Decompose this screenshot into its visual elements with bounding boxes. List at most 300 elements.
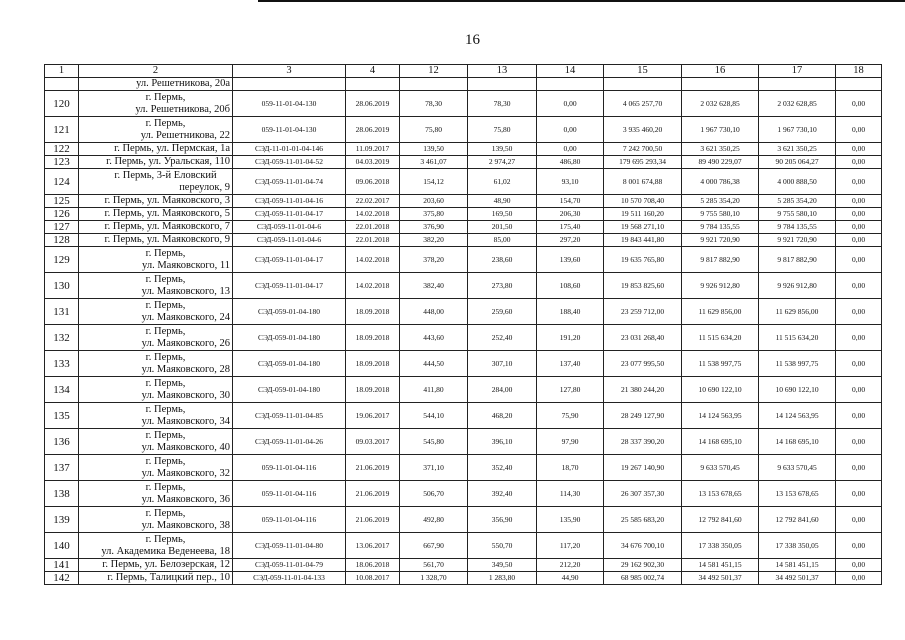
- header-cell: 13: [468, 65, 537, 78]
- value-cell: 14 581 451,15: [759, 559, 836, 572]
- header-row: [45, 65, 882, 78]
- value-cell: 14 581 451,15: [682, 559, 759, 572]
- date-cell: 14.02.2018: [346, 247, 400, 273]
- value-cell: 10 570 708,40: [604, 195, 682, 208]
- value-cell: 78,30: [400, 91, 468, 117]
- address-line: г. Пермь,: [145, 481, 186, 493]
- value-cell: 3 621 350,25: [759, 143, 836, 156]
- address-line: г. Пермь,: [145, 377, 186, 389]
- date-cell: 11.09.2017: [346, 143, 400, 156]
- row-number-cell: 120: [45, 91, 79, 117]
- document-number-cell: СЭД-059-11-01-04-133: [233, 572, 346, 585]
- value-cell: 139,50: [468, 143, 537, 156]
- value-cell: 135,90: [537, 507, 604, 533]
- value-cell: [759, 78, 836, 91]
- address-cell: [79, 507, 233, 533]
- value-cell: 75,80: [400, 117, 468, 143]
- value-cell: 9 926 912,80: [759, 273, 836, 299]
- address-line: ул. Маяковского, 38: [141, 519, 230, 531]
- address-cell: [79, 221, 233, 234]
- header-cell: 2: [79, 65, 233, 78]
- value-cell: 25 585 683,20: [604, 507, 682, 533]
- header-cell: 14: [537, 65, 604, 78]
- table-body: [45, 65, 882, 585]
- value-cell: 23 259 712,00: [604, 299, 682, 325]
- row-number-cell: 130: [45, 273, 79, 299]
- value-cell: 0,00: [836, 533, 882, 559]
- table-row: [45, 455, 882, 481]
- address-cell: [79, 156, 233, 169]
- row-number-cell: 136: [45, 429, 79, 455]
- document-number-cell: [233, 78, 346, 91]
- value-cell: 139,60: [537, 247, 604, 273]
- value-cell: 0,00: [836, 429, 882, 455]
- value-cell: 11 538 997,75: [682, 351, 759, 377]
- value-cell: 238,60: [468, 247, 537, 273]
- address-line: г. Пермь,: [145, 117, 186, 129]
- page-number: 16: [465, 32, 480, 48]
- date-cell: 22.02.2017: [346, 195, 400, 208]
- value-cell: 11 515 634,20: [759, 325, 836, 351]
- document-number-cell: СЭД-059-11-01-04-17: [233, 273, 346, 299]
- address-cell: [79, 208, 233, 221]
- value-cell: 23 031 268,40: [604, 325, 682, 351]
- value-cell: 34 492 501,37: [682, 572, 759, 585]
- date-cell: 28.06.2019: [346, 91, 400, 117]
- value-cell: 0,00: [836, 299, 882, 325]
- date-cell: 18.09.2018: [346, 351, 400, 377]
- address-cell: [79, 195, 233, 208]
- address-line: г. Пермь,: [145, 455, 186, 467]
- date-cell: [346, 78, 400, 91]
- address-cell: [79, 117, 233, 143]
- table-row: [45, 533, 882, 559]
- value-cell: 179 695 293,34: [604, 156, 682, 169]
- value-cell: 14 168 695,10: [682, 429, 759, 455]
- address-cell: [79, 78, 233, 91]
- value-cell: 284,00: [468, 377, 537, 403]
- address-line: г. Пермь, ул. Маяковского, 5: [104, 208, 230, 219]
- value-cell: 375,80: [400, 208, 468, 221]
- address-line: г. Пермь,: [145, 299, 186, 311]
- table-row: [45, 208, 882, 221]
- document-number-cell: СЭД-11-01-01-04-146: [233, 143, 346, 156]
- date-cell: 21.06.2019: [346, 507, 400, 533]
- value-cell: [604, 78, 682, 91]
- address-cell: [79, 481, 233, 507]
- value-cell: 17 338 350,05: [682, 533, 759, 559]
- value-cell: 61,02: [468, 169, 537, 195]
- value-cell: 0,00: [836, 572, 882, 585]
- row-number-cell: 131: [45, 299, 79, 325]
- value-cell: 545,80: [400, 429, 468, 455]
- row-number-cell: 141: [45, 559, 79, 572]
- address-cell: [79, 377, 233, 403]
- header-cell: 1: [45, 65, 79, 78]
- value-cell: 21 380 244,20: [604, 377, 682, 403]
- document-number-cell: 059-11-01-04-130: [233, 91, 346, 117]
- value-cell: 48,90: [468, 195, 537, 208]
- row-number-cell: 126: [45, 208, 79, 221]
- value-cell: 89 490 229,07: [682, 156, 759, 169]
- row-number-cell: 124: [45, 169, 79, 195]
- document-number-cell: 059-11-01-04-116: [233, 481, 346, 507]
- value-cell: 29 162 902,30: [604, 559, 682, 572]
- value-cell: 203,60: [400, 195, 468, 208]
- document-number-cell: СЭД-059-01-04-180: [233, 325, 346, 351]
- value-cell: 411,80: [400, 377, 468, 403]
- address-cell: [79, 351, 233, 377]
- value-cell: 468,20: [468, 403, 537, 429]
- date-cell: 22.01.2018: [346, 221, 400, 234]
- value-cell: 44,90: [537, 572, 604, 585]
- value-cell: 259,60: [468, 299, 537, 325]
- address-line: ул. Маяковского, 13: [141, 285, 230, 297]
- table-row: [45, 299, 882, 325]
- document-number-cell: СЭД-059-01-04-180: [233, 377, 346, 403]
- value-cell: 85,00: [468, 234, 537, 247]
- document-number-cell: СЭД-059-11-01-04-79: [233, 559, 346, 572]
- value-cell: 0,00: [836, 91, 882, 117]
- value-cell: 10 690 122,10: [759, 377, 836, 403]
- value-cell: 11 515 634,20: [682, 325, 759, 351]
- value-cell: 0,00: [836, 117, 882, 143]
- address-cell: [79, 234, 233, 247]
- value-cell: 14 168 695,10: [759, 429, 836, 455]
- table-row: [45, 143, 882, 156]
- value-cell: 0,00: [836, 234, 882, 247]
- address-line: ул. Маяковского, 34: [141, 415, 230, 427]
- value-cell: 252,40: [468, 325, 537, 351]
- value-cell: 18,70: [537, 455, 604, 481]
- table-row: [45, 429, 882, 455]
- table-row: [45, 377, 882, 403]
- document-number-cell: СЭД-059-11-01-04-52: [233, 156, 346, 169]
- value-cell: 0,00: [836, 221, 882, 234]
- value-cell: 0,00: [836, 403, 882, 429]
- value-cell: 0,00: [836, 273, 882, 299]
- date-cell: 09.06.2018: [346, 169, 400, 195]
- value-cell: 486,80: [537, 156, 604, 169]
- value-cell: 11 629 856,00: [682, 299, 759, 325]
- address-line: ул. Решетникова, 20а: [136, 78, 230, 89]
- row-number-cell: 138: [45, 481, 79, 507]
- address-line: г. Пермь, ул. Уральская, 110: [106, 156, 230, 167]
- value-cell: 1 967 730,10: [682, 117, 759, 143]
- value-cell: 93,10: [537, 169, 604, 195]
- date-cell: 14.02.2018: [346, 208, 400, 221]
- address-cell: [79, 273, 233, 299]
- value-cell: 8 001 674,88: [604, 169, 682, 195]
- row-number-cell: 140: [45, 533, 79, 559]
- row-number-cell: 142: [45, 572, 79, 585]
- address-line: г. Пермь, ул. Маяковского, 7: [104, 221, 230, 232]
- table-row: [45, 78, 882, 91]
- value-cell: 12 792 841,60: [682, 507, 759, 533]
- date-cell: 14.02.2018: [346, 273, 400, 299]
- value-cell: 0,00: [836, 351, 882, 377]
- table-row: [45, 325, 882, 351]
- address-cell: [79, 299, 233, 325]
- row-number-cell: 127: [45, 221, 79, 234]
- table-row: [45, 351, 882, 377]
- date-cell: 18.09.2018: [346, 325, 400, 351]
- address-line: г. Пермь,: [145, 533, 186, 545]
- address-line: г. Пермь,: [145, 91, 186, 103]
- value-cell: 2 974,27: [468, 156, 537, 169]
- value-cell: [682, 78, 759, 91]
- address-line: ул. Маяковского, 40: [141, 441, 230, 453]
- value-cell: 206,30: [537, 208, 604, 221]
- value-cell: 201,50: [468, 221, 537, 234]
- address-cell: [79, 169, 233, 195]
- value-cell: 0,00: [836, 325, 882, 351]
- row-number-cell: 128: [45, 234, 79, 247]
- value-cell: 2 032 628,85: [759, 91, 836, 117]
- address-line: г. Пермь, ул. Маяковского, 9: [104, 234, 230, 245]
- document-number-cell: СЭД-059-11-01-04-17: [233, 247, 346, 273]
- value-cell: 1 283,80: [468, 572, 537, 585]
- date-cell: 04.03.2019: [346, 156, 400, 169]
- address-line: г. Пермь,: [145, 273, 186, 285]
- row-number-cell: 139: [45, 507, 79, 533]
- row-number-cell: 129: [45, 247, 79, 273]
- value-cell: 12 792 841,60: [759, 507, 836, 533]
- value-cell: 0,00: [836, 455, 882, 481]
- value-cell: 378,20: [400, 247, 468, 273]
- value-cell: 9 755 580,10: [759, 208, 836, 221]
- value-cell: 28 337 390,20: [604, 429, 682, 455]
- value-cell: 9 921 720,90: [759, 234, 836, 247]
- value-cell: [836, 78, 882, 91]
- address-line: г. Пермь,: [145, 351, 186, 363]
- value-cell: 0,00: [836, 247, 882, 273]
- value-cell: 3 621 350,25: [682, 143, 759, 156]
- value-cell: 10 690 122,10: [682, 377, 759, 403]
- register-table: [44, 64, 882, 585]
- value-cell: 78,30: [468, 91, 537, 117]
- document-number-cell: 059-11-01-04-116: [233, 455, 346, 481]
- value-cell: 19 568 271,10: [604, 221, 682, 234]
- value-cell: 544,10: [400, 403, 468, 429]
- value-cell: 19 843 441,80: [604, 234, 682, 247]
- address-line: г. Пермь,: [145, 429, 186, 441]
- header-cell: 16: [682, 65, 759, 78]
- row-number-cell: 137: [45, 455, 79, 481]
- value-cell: 34 492 501,37: [759, 572, 836, 585]
- address-line: ул. Маяковского, 11: [142, 259, 230, 271]
- row-number-cell: [45, 78, 79, 91]
- value-cell: 2 032 628,85: [682, 91, 759, 117]
- date-cell: 18.06.2018: [346, 559, 400, 572]
- value-cell: 3 461,07: [400, 156, 468, 169]
- value-cell: 26 307 357,30: [604, 481, 682, 507]
- table-row: [45, 247, 882, 273]
- value-cell: 75,90: [537, 403, 604, 429]
- table-row: [45, 169, 882, 195]
- value-cell: 0,00: [836, 156, 882, 169]
- value-cell: 0,00: [836, 507, 882, 533]
- address-line: г. Пермь,: [145, 247, 186, 259]
- value-cell: 396,10: [468, 429, 537, 455]
- table-row: [45, 572, 882, 585]
- value-cell: 1 328,70: [400, 572, 468, 585]
- header-cell: 4: [346, 65, 400, 78]
- value-cell: 356,90: [468, 507, 537, 533]
- address-line: г. Пермь, ул. Маяковского, 3: [104, 195, 230, 206]
- row-number-cell: 122: [45, 143, 79, 156]
- header-cell: 18: [836, 65, 882, 78]
- value-cell: 9 921 720,90: [682, 234, 759, 247]
- value-cell: 550,70: [468, 533, 537, 559]
- address-line: г. Пермь,: [145, 403, 186, 415]
- top-rule: [258, 0, 905, 2]
- document-number-cell: СЭД-059-11-01-04-16: [233, 195, 346, 208]
- document-number-cell: СЭД-059-11-01-04-17: [233, 208, 346, 221]
- header-cell: 3: [233, 65, 346, 78]
- value-cell: [468, 78, 537, 91]
- document-number-cell: 059-11-01-04-116: [233, 507, 346, 533]
- value-cell: 34 676 700,10: [604, 533, 682, 559]
- address-line: г. Пермь, ул. Пермская, 1а: [114, 143, 230, 154]
- value-cell: 19 635 765,80: [604, 247, 682, 273]
- value-cell: 0,00: [836, 208, 882, 221]
- document-number-cell: 059-11-01-04-130: [233, 117, 346, 143]
- date-cell: 19.06.2017: [346, 403, 400, 429]
- value-cell: 1 967 730,10: [759, 117, 836, 143]
- address-line: г. Пермь,: [145, 325, 186, 337]
- address-cell: [79, 559, 233, 572]
- value-cell: 7 242 700,50: [604, 143, 682, 156]
- document-number-cell: СЭД-059-11-01-04-85: [233, 403, 346, 429]
- address-line: ул. Маяковского, 30: [141, 389, 230, 401]
- address-line: ул. Решетникова, 22: [140, 129, 230, 141]
- value-cell: 307,10: [468, 351, 537, 377]
- value-cell: 0,00: [537, 143, 604, 156]
- value-cell: 352,40: [468, 455, 537, 481]
- document-number-cell: СЭД-059-01-04-180: [233, 299, 346, 325]
- address-line: г. Пермь,: [145, 507, 186, 519]
- row-number-cell: 123: [45, 156, 79, 169]
- value-cell: 9 633 570,45: [682, 455, 759, 481]
- address-cell: [79, 143, 233, 156]
- table-row: [45, 481, 882, 507]
- date-cell: 21.06.2019: [346, 455, 400, 481]
- value-cell: 175,40: [537, 221, 604, 234]
- value-cell: 11 538 997,75: [759, 351, 836, 377]
- value-cell: [537, 78, 604, 91]
- value-cell: 0,00: [836, 143, 882, 156]
- value-cell: 169,50: [468, 208, 537, 221]
- value-cell: 0,00: [537, 117, 604, 143]
- value-cell: 212,20: [537, 559, 604, 572]
- date-cell: 18.09.2018: [346, 299, 400, 325]
- value-cell: 9 755 580,10: [682, 208, 759, 221]
- table-row: [45, 91, 882, 117]
- address-cell: [79, 455, 233, 481]
- table-row: [45, 507, 882, 533]
- header-cell: 17: [759, 65, 836, 78]
- value-cell: 392,40: [468, 481, 537, 507]
- value-cell: 137,40: [537, 351, 604, 377]
- document-number-cell: СЭД-059-11-01-04-80: [233, 533, 346, 559]
- value-cell: 114,30: [537, 481, 604, 507]
- address-line: ул. Маяковского, 32: [141, 467, 230, 479]
- date-cell: 21.06.2019: [346, 481, 400, 507]
- value-cell: 9 784 135,55: [759, 221, 836, 234]
- value-cell: 506,70: [400, 481, 468, 507]
- value-cell: 667,90: [400, 533, 468, 559]
- value-cell: 188,40: [537, 299, 604, 325]
- value-cell: 376,90: [400, 221, 468, 234]
- value-cell: 297,20: [537, 234, 604, 247]
- value-cell: 17 338 350,05: [759, 533, 836, 559]
- address-cell: [79, 325, 233, 351]
- document-number-cell: СЭД-059-01-04-180: [233, 351, 346, 377]
- address-line: ул. Решетникова, 20б: [135, 103, 230, 115]
- value-cell: 492,80: [400, 507, 468, 533]
- address-cell: [79, 429, 233, 455]
- value-cell: 117,20: [537, 533, 604, 559]
- value-cell: 75,80: [468, 117, 537, 143]
- address-line: ул. Академика Веденеева, 18: [101, 545, 230, 557]
- value-cell: 28 249 127,90: [604, 403, 682, 429]
- value-cell: 0,00: [836, 481, 882, 507]
- value-cell: [400, 78, 468, 91]
- date-cell: 18.09.2018: [346, 377, 400, 403]
- value-cell: 4 000 786,38: [682, 169, 759, 195]
- document-number-cell: СЭД-059-11-01-04-6: [233, 221, 346, 234]
- value-cell: 23 077 995,50: [604, 351, 682, 377]
- address-cell: [79, 403, 233, 429]
- value-cell: 0,00: [836, 559, 882, 572]
- value-cell: 349,50: [468, 559, 537, 572]
- address-line: г. Пермь, 3-й Еловский: [114, 169, 217, 181]
- value-cell: 448,00: [400, 299, 468, 325]
- value-cell: 9 633 570,45: [759, 455, 836, 481]
- address-line: г. Пермь, ул. Белозерская, 12: [102, 559, 230, 570]
- table-row: [45, 156, 882, 169]
- row-number-cell: 134: [45, 377, 79, 403]
- value-cell: 14 124 563,95: [759, 403, 836, 429]
- date-cell: 22.01.2018: [346, 234, 400, 247]
- value-cell: 5 285 354,20: [759, 195, 836, 208]
- value-cell: 4 000 888,50: [759, 169, 836, 195]
- value-cell: 154,70: [537, 195, 604, 208]
- header-cell: 15: [604, 65, 682, 78]
- row-number-cell: 132: [45, 325, 79, 351]
- address-line: г. Пермь, Талицкий пер., 10: [107, 572, 230, 583]
- value-cell: 9 817 882,90: [759, 247, 836, 273]
- address-cell: [79, 91, 233, 117]
- address-cell: [79, 572, 233, 585]
- document-number-cell: СЭД-059-11-01-04-74: [233, 169, 346, 195]
- document-number-cell: СЭД-059-11-01-04-6: [233, 234, 346, 247]
- value-cell: 90 205 064,27: [759, 156, 836, 169]
- row-number-cell: 121: [45, 117, 79, 143]
- row-number-cell: 133: [45, 351, 79, 377]
- value-cell: 19 853 825,60: [604, 273, 682, 299]
- value-cell: 561,70: [400, 559, 468, 572]
- value-cell: 9 926 912,80: [682, 273, 759, 299]
- value-cell: 0,00: [836, 195, 882, 208]
- value-cell: 4 065 257,70: [604, 91, 682, 117]
- date-cell: 10.08.2017: [346, 572, 400, 585]
- header-cell: 12: [400, 65, 468, 78]
- value-cell: 13 153 678,65: [759, 481, 836, 507]
- table-row: [45, 559, 882, 572]
- value-cell: 273,80: [468, 273, 537, 299]
